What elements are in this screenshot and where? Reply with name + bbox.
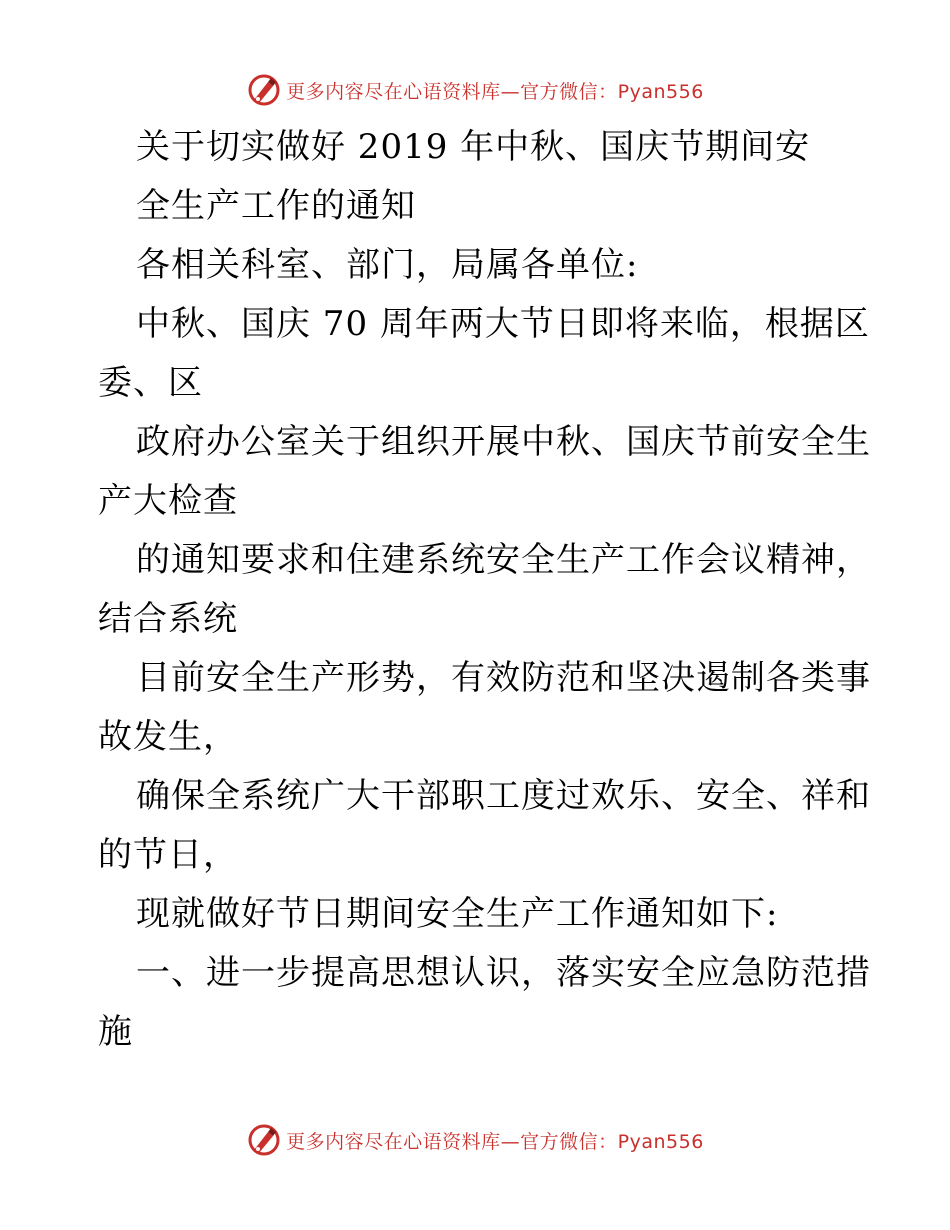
pen-logo-icon	[246, 1122, 282, 1158]
doc-section-heading: 一、进一步提高思想认识，落实安全应急防范措	[136, 953, 871, 993]
doc-paragraph-line: 的节日，	[98, 835, 238, 875]
document-body	[98, 118, 871, 1062]
banner-text: 更多内容尽在心语资料库—官方微信：Pyan556	[286, 80, 704, 103]
doc-title-line-1: 关于切实做好 2019 年中秋、国庆节期间安	[136, 127, 811, 167]
doc-paragraph-line: 政府办公室关于组织开展中秋、国庆节前安全生	[136, 422, 871, 462]
doc-paragraph-line: 委、区	[98, 363, 203, 403]
header-banner	[0, 70, 950, 110]
doc-salutation: 各相关科室、部门，局属各单位:	[136, 245, 639, 285]
doc-section-heading-cont: 施	[98, 1012, 133, 1052]
doc-paragraph-line: 确保全系统广大干部职工度过欢乐、安全、祥和	[136, 776, 871, 816]
footer-banner	[0, 1120, 950, 1160]
doc-paragraph-line: 现就做好节日期间安全生产工作通知如下:	[136, 894, 779, 934]
doc-title-line-2: 全生产工作的通知	[136, 186, 416, 226]
doc-paragraph-line: 目前安全生产形势，有效防范和坚决遏制各类事	[136, 658, 871, 698]
banner-text: 更多内容尽在心语资料库—官方微信：Pyan556	[286, 1130, 704, 1153]
doc-paragraph-line: 故发生，	[98, 717, 238, 757]
doc-paragraph-line: 的通知要求和住建系统安全生产工作会议精神，	[136, 540, 871, 580]
doc-paragraph-line: 结合系统	[98, 599, 238, 639]
doc-paragraph-line: 中秋、国庆 70 周年两大节日即将来临，根据区	[136, 304, 870, 344]
pen-logo-icon	[246, 72, 282, 108]
doc-paragraph-line: 产大检查	[98, 481, 238, 521]
